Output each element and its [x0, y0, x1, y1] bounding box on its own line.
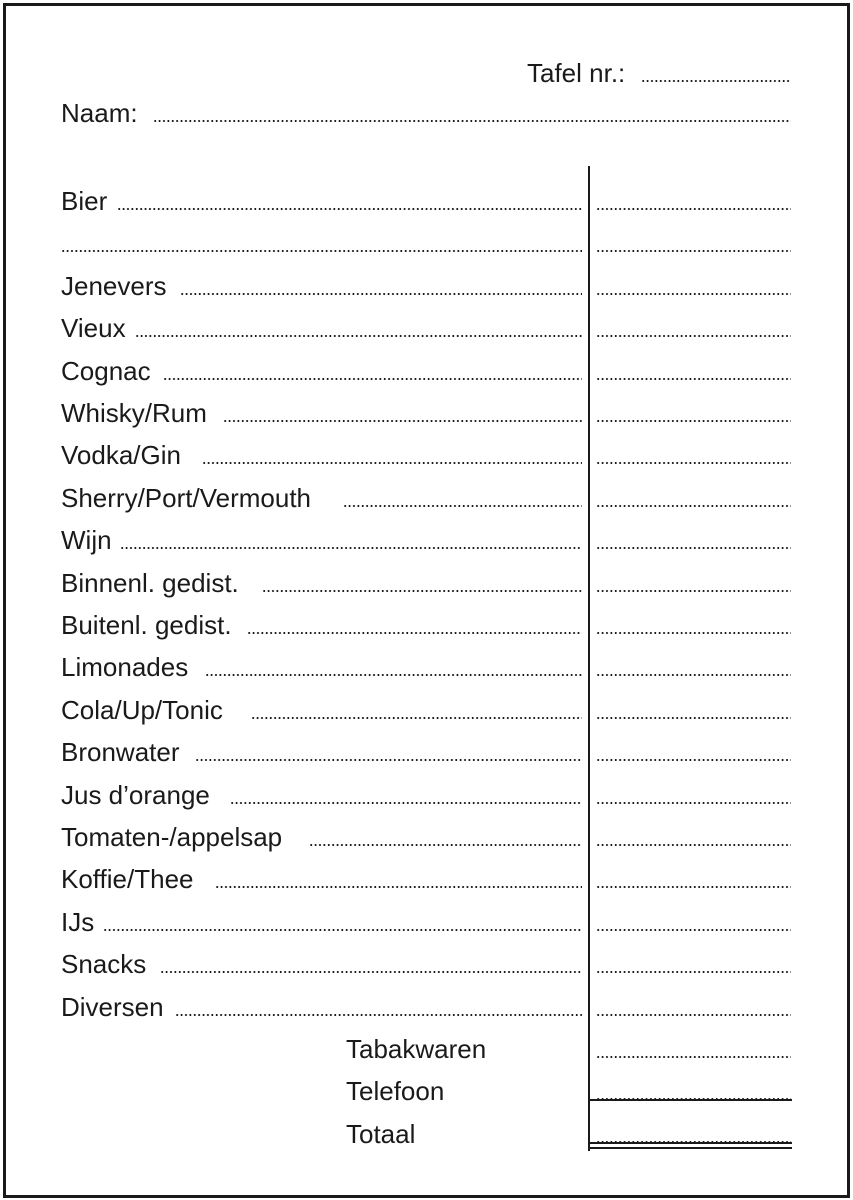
item-leader-dots: [135, 335, 582, 337]
total-amount-field[interactable]: [596, 1056, 791, 1058]
item-leader-dots: [160, 971, 582, 973]
item-amount-field[interactable]: [596, 547, 791, 549]
item-leader-dots: [163, 378, 582, 380]
item-label: Cognac: [61, 355, 151, 386]
item-amount-field[interactable]: [596, 420, 791, 422]
item-label: Buitenl. gedist.: [61, 610, 232, 640]
item-amount-field[interactable]: [596, 632, 791, 634]
item-leader-dots: [215, 886, 582, 888]
item-leader-dots: [251, 717, 582, 719]
item-label: Limonades: [61, 652, 189, 683]
item-label: Binnenl. gedist.: [61, 567, 239, 598]
totaal-underline-2: [589, 1147, 792, 1149]
total-label: Telefoon: [346, 1076, 445, 1107]
item-leader-dots: [262, 590, 582, 592]
item-amount-field[interactable]: [596, 717, 791, 719]
item-label: Cola/Up/Tonic: [61, 694, 223, 725]
item-amount-field[interactable]: [596, 505, 791, 507]
item-leader-dots: [309, 844, 582, 846]
total-label: Tabakwaren: [346, 1034, 487, 1064]
item-label: IJs: [61, 906, 95, 937]
item-amount-field[interactable]: [596, 590, 791, 592]
item-leader-dots: [175, 1014, 582, 1016]
item-amount-field[interactable]: [596, 844, 791, 846]
order-form-page: [3, 3, 850, 1198]
item-label: Snacks: [61, 949, 147, 980]
item-amount-field[interactable]: [596, 335, 791, 337]
name-label: Naam:: [61, 98, 138, 128]
item-amount-field[interactable]: [596, 208, 791, 210]
item-amount-field[interactable]: [596, 674, 791, 676]
item-label: Vodka/Gin: [61, 440, 181, 471]
item-label: Bronwater: [61, 737, 180, 768]
item-label: Vieux: [61, 313, 126, 344]
item-leader-dots: [205, 674, 582, 676]
item-leader-dots: [230, 802, 582, 804]
item-amount-field[interactable]: [596, 759, 791, 761]
item-amount-field[interactable]: [596, 1014, 791, 1016]
telefoon-underline: [589, 1099, 792, 1101]
item-label: Bier: [61, 186, 108, 216]
total-label: Totaal: [346, 1118, 416, 1149]
name-field[interactable]: [153, 120, 791, 122]
item-amount-field[interactable]: [596, 250, 791, 252]
item-leader-dots: [61, 250, 582, 252]
item-leader-dots: [343, 505, 582, 507]
item-label: Sherry/Port/Vermouth: [61, 482, 311, 513]
item-leader-dots: [103, 929, 582, 931]
totaal-underline-1: [589, 1142, 792, 1144]
item-amount-field[interactable]: [596, 378, 791, 380]
item-amount-field[interactable]: [596, 802, 791, 804]
table-number-label: Tafel nr.:: [527, 58, 626, 88]
item-leader-dots: [120, 547, 582, 549]
item-leader-dots: [247, 632, 582, 634]
item-amount-field[interactable]: [596, 462, 791, 464]
item-label: Diversen: [61, 991, 164, 1022]
item-leader-dots: [202, 462, 582, 464]
item-leader-dots: [223, 420, 582, 422]
item-label: Jenevers: [61, 270, 167, 301]
item-amount-field[interactable]: [596, 293, 791, 295]
item-label: Koffie/Thee: [61, 864, 194, 895]
item-leader-dots: [195, 759, 582, 761]
item-label: Jus d’orange: [61, 779, 210, 810]
item-leader-dots: [180, 293, 582, 295]
item-label: Whisky/Rum: [61, 398, 207, 428]
item-leader-dots: [117, 208, 582, 210]
item-amount-field[interactable]: [596, 886, 791, 888]
item-label: Tomaten-/appelsap: [61, 822, 283, 852]
item-amount-field[interactable]: [596, 929, 791, 931]
column-divider: [588, 166, 590, 1151]
item-amount-field[interactable]: [596, 971, 791, 973]
item-label: Wijn: [61, 525, 112, 556]
table-number-field[interactable]: [641, 80, 791, 82]
